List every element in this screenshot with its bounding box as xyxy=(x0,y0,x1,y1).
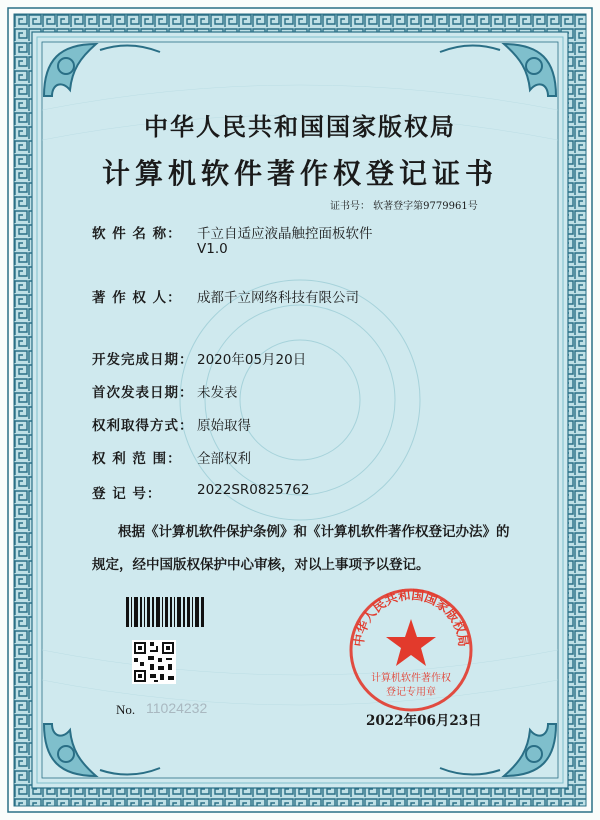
registration-number-label: 登 记 号： xyxy=(92,486,162,502)
rights-scope-label: 权 利 范 围： xyxy=(92,451,182,467)
copyright-owner-label: 著 作 权 人： xyxy=(92,290,182,306)
copyright-owner-value: 成都千立网络科技有限公司 xyxy=(197,290,359,306)
development-date-value: 2020年05月20日 xyxy=(197,352,307,368)
issue-date: 2022年06月23日 xyxy=(366,713,482,729)
certificate-title: 计算机软件著作权登记证书 xyxy=(101,157,498,190)
body-text-line-2: 规定，经中国版权保护中心审核，对以上事项予以登记。 xyxy=(92,557,430,573)
body-text-line-1: 根据《计算机软件保护条例》和《计算机软件著作权登记办法》的 xyxy=(118,524,510,540)
barcode-icon xyxy=(126,597,204,627)
official-seal-icon xyxy=(346,585,476,715)
acquisition-method-value: 原始取得 xyxy=(197,418,251,434)
rights-scope-value: 全部权利 xyxy=(197,451,251,467)
publication-date-label: 首次发表日期： xyxy=(92,385,194,401)
registration-number-value: 2022SR0825762 xyxy=(197,482,310,498)
development-date-label: 开发完成日期： xyxy=(92,352,194,368)
certificate-number: 证书号： 软著登字第9779961号 xyxy=(330,201,478,212)
software-name-label: 软 件 名 称： xyxy=(92,226,182,242)
publication-date-value: 未发表 xyxy=(197,385,238,401)
issuing-authority: 中华人民共和国国家版权局 xyxy=(144,112,456,141)
qr-code-icon xyxy=(132,640,176,684)
seal-inner-line-1: 计算机软件著作权 xyxy=(371,673,451,684)
software-name-value: 千立自适应液晶触控面板软件 xyxy=(197,226,373,242)
software-version-value: V1.0 xyxy=(197,241,228,257)
serial-number: 11024232 xyxy=(146,700,208,716)
seal-ring-text: 中华人民共和国国家版权局 xyxy=(350,586,472,648)
serial-label: No. xyxy=(116,702,136,717)
seal-inner-line-2: 登记专用章 xyxy=(386,687,436,698)
acquisition-method-label: 权利取得方式： xyxy=(92,418,194,434)
